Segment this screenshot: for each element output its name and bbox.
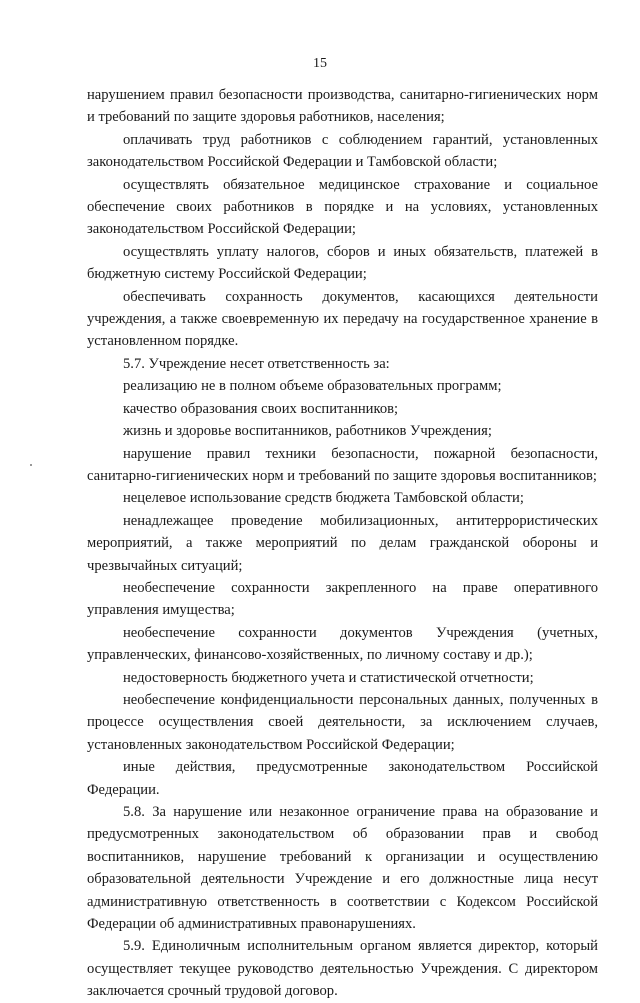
section-5-9: 5.9. Единоличным исполнительным органом является директор, который осуществляет текущее руководство деятельностью Учреждения. С директором заключается срочный трудовой договор. [87,938,598,1000]
section-heading-5-7: 5.7. Учреждение несет ответственность за: [123,355,390,372]
paragraph: нецелевое использование средств бюджета Тамбовской области; [123,490,524,507]
page-number: 15 [313,56,327,71]
margin-mark [30,464,32,466]
paragraph: ненадлежащее проведение мобилизационных, антитеррористических мероприятий, а также мероприятий по делам гражданской обороны и чрезвычайных ситуаций; [87,512,598,574]
paragraph: осуществлять уплату налогов, сборов и иных обязательств, платежей в бюджетную систему Российской Федерации; [87,243,598,283]
paragraph: реализацию не в полном объеме образовательных программ; [123,378,502,395]
paragraph: жизнь и здоровье воспитанников, работников Учреждения; [123,423,492,440]
paragraph: необеспечение сохранности закрепленного на праве оперативного управления имущества; [87,579,598,619]
paragraph: недостоверность бюджетного учета и статистической отчетности; [123,669,534,686]
paragraph: нарушение правил техники безопасности, пожарной безопасности, санитарно-гигиенических норм и требований по защите здоровья воспитанников; [87,445,598,484]
paragraph: оплачивать труд работников с соблюдением гарантий, установленных законодательством Российской Федерации и Тамбовской области; [87,131,598,171]
paragraph: иные действия, предусмотренные законодательством Российской Федерации. [87,759,598,798]
paragraph: качество образования своих воспитанников; [123,400,399,417]
paragraph: осуществлять обязательное медицинское страхование и социальное обеспечение своих работников в порядке и на условиях, установленных законодательством Российской Федерации; [87,176,598,238]
paragraph: необеспечение сохранности документов Учреждения (учетных, управленческих, финансово-хозяйственных, по личному составу и др.); [87,624,598,664]
section-5-8: 5.8. За нарушение или незаконное ограничение права на образование и предусмотренных законодательством об образовании прав и свобод воспитанников, нарушение требований к организации и осуществлению образовательной деятельности Учреждение и его должностные лица несут административную ответственность в соответствии с Кодексом Российской Федерации об административных правонарушениях. [87,804,598,933]
document-body [87,84,598,1003]
paragraph: обеспечивать сохранность документов, касающихся деятельности учреждения, а также своевременную их передачу на государственное хранение в установленном порядке. [87,288,598,350]
paragraph: нарушением правил безопасности производства, санитарно-гигиенических норм и требований по защите здоровья работников, населения; [87,87,598,126]
paragraph: необеспечение конфиденциальности персональных данных, полученных в процессе осуществления своей деятельности, за исключением случаев, установленных законодательством Российской Федерации; [87,691,598,753]
